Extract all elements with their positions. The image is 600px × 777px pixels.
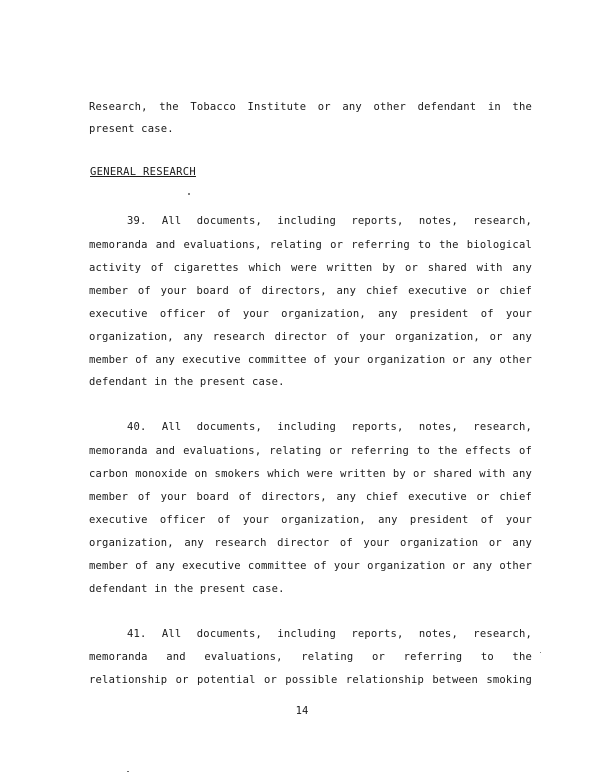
- paragraph-39-line-6: organization, any research director of your organization, or any: [89, 331, 532, 343]
- paragraph-39-line-1: 39. All documents, including reports, notes, research,: [127, 215, 532, 227]
- paragraph-39-line-5: executive officer of your organization, any president of your: [89, 308, 532, 320]
- page-number: 14: [295, 705, 309, 717]
- paragraph-39-line-4: member of your board of directors, any chief executive or chief: [89, 285, 532, 297]
- paragraph-41-line-1: 41. All documents, including reports, notes, research,: [127, 628, 532, 640]
- scan-speck: [540, 652, 541, 653]
- intro-line-2: present case.: [89, 123, 174, 135]
- paragraph-40-line-4: member of your board of directors, any chief executive or chief: [89, 491, 532, 503]
- paragraph-39-line-2: memoranda and evaluations, relating or referring to the biological: [89, 239, 532, 251]
- scan-speck: [188, 193, 190, 195]
- paragraph-40-line-1: 40. All documents, including reports, notes, research,: [127, 421, 532, 433]
- section-heading: GENERAL RESEARCH: [90, 166, 196, 178]
- paragraph-40-line-6: organization, any research director of your organization or any: [89, 537, 532, 549]
- paragraph-40-line-7: member of any executive committee of your organization or any other: [89, 560, 532, 572]
- paragraph-40-line-5: executive officer of your organization, any president of your: [89, 514, 532, 526]
- paragraph-39-line-8: defendant in the present case.: [89, 376, 285, 388]
- intro-line-1: Research, the Tobacco Institute or any other defendant in the: [89, 101, 532, 113]
- scan-speck: [127, 771, 129, 772]
- paragraph-40-line-3: carbon monoxide on smokers which were written by or shared with any: [89, 468, 532, 480]
- paragraph-39-line-3: activity of cigarettes which were written by or shared with any: [89, 262, 532, 274]
- paragraph-39-line-7: member of any executive committee of your organization or any other: [89, 354, 532, 366]
- paragraph-41-line-3: relationship or potential or possible relationship between smoking: [89, 674, 532, 686]
- paragraph-40-line-2: memoranda and evaluations, relating or referring to the effects of: [89, 445, 532, 457]
- paragraph-40-line-8: defendant in the present case.: [89, 583, 285, 595]
- paragraph-41-line-2: memoranda and evaluations, relating or referring to the: [89, 651, 532, 663]
